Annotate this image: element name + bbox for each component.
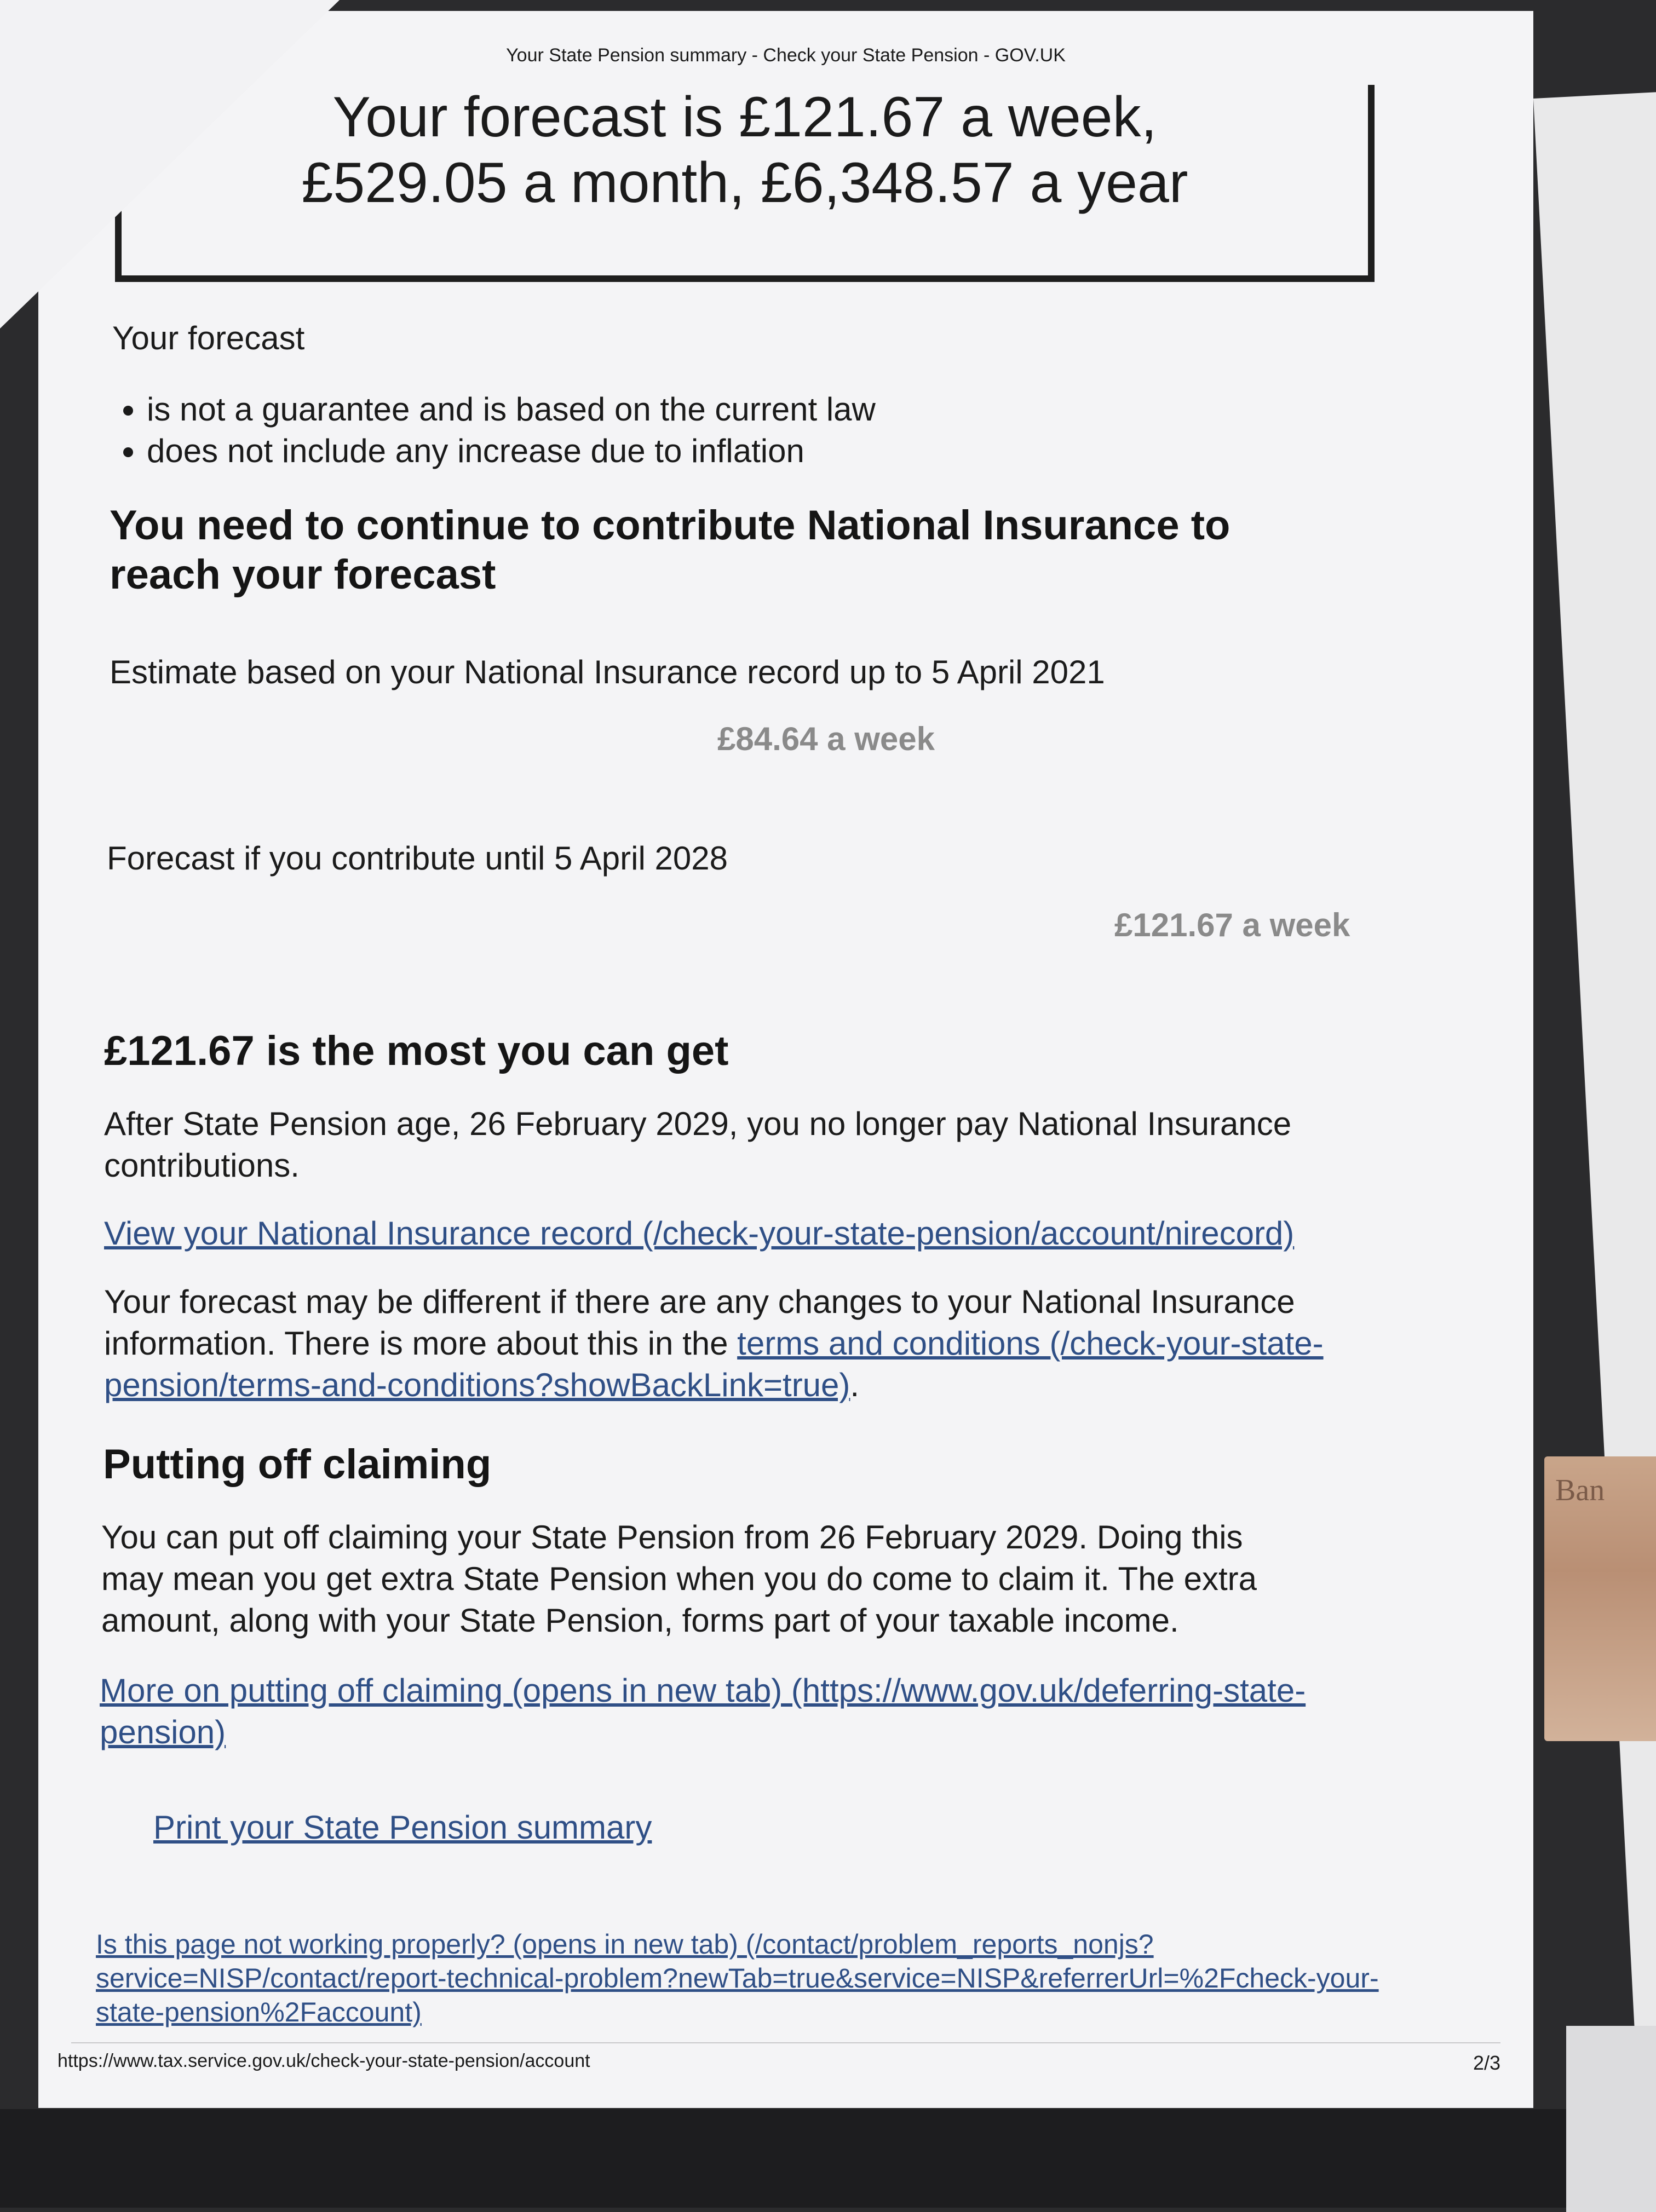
terms-and-conditions-link[interactable]: terms and conditions (/check-your-state- [737,1325,1324,1362]
state-pension-age-text [104,1103,1291,1186]
background-paper [1533,91,1656,2122]
banknote-text: Ban [1555,1473,1605,1507]
most-you-can-get-heading: £121.67 is the most you can get [104,1028,729,1074]
footer-url: https://www.tax.service.gov.uk/check-your-state-pension/account [58,2050,590,2071]
list-item: • is not a guarantee and is based on the current law [147,389,876,430]
deferring-state-pension-link[interactable]: More on putting off claiming (opens in new tab) (https://www.gov.uk/deferring-state- [100,1672,1306,1709]
printed-page [38,11,1533,2108]
report-problem-link[interactable]: Is this page not working properly? (opens in new tab) (/contact/problem_reports_nonjs? [96,1929,1154,1960]
footer-divider [71,2042,1500,2043]
putting-off-claiming-heading: Putting off claiming [103,1441,492,1488]
background-paper-lower [1566,2026,1656,2212]
table-surface [0,2109,1566,2208]
forecast-changes-text [104,1281,1324,1406]
forecast-until-label: Forecast if you contribute until 5 April 2028 [107,840,728,877]
state-pension-age-line1: After State Pension age, 26 February 2029, you no longer pay National Insurance [104,1105,1292,1142]
forecast-changes-line1: Your forecast may be different if there are any changes to your National Insurance [104,1283,1295,1320]
contribute-heading-line2: reach your forecast [110,551,496,598]
list-item: • does not include any increase due to inflation [147,430,876,472]
page-header-title: Your State Pension summary - Check your State Pension - GOV.UK [506,45,1066,66]
forecast-label: Your forecast [112,320,305,356]
contribute-heading [110,501,1230,600]
estimate-label: Estimate based on your National Insurance record up to 5 April 2021 [110,654,1105,690]
deferring-link-paragraph [100,1670,1306,1753]
putting-off-line3: amount, along with your State Pension, forms part of your taxable income. [101,1602,1179,1639]
print-summary-paragraph [153,1807,652,1848]
terms-and-conditions-link-continued[interactable]: pension/terms-and-conditions?showBackLink=true) [104,1367,850,1403]
report-problem-link-line3[interactable]: state-pension%2Faccount) [96,1997,422,2027]
forecast-summary-box [115,85,1375,282]
putting-off-claiming-text [101,1517,1257,1641]
forecast-monthly-yearly: £529.05 a month, £6,348.57 a year [301,151,1188,215]
putting-off-line2: may mean you get extra State Pension when you do come to claim it. The extra [101,1560,1257,1597]
print-summary-link[interactable]: Print your State Pension summary [153,1809,652,1846]
state-pension-age-line2: contributions. [104,1147,300,1184]
forecast-weekly: Your forecast is £121.67 a week, [332,85,1157,149]
deferring-state-pension-link-continued[interactable]: pension) [100,1714,226,1750]
report-problem-link-line2[interactable]: service=NISP/contact/report-technical-problem?newTab=true&service=NISP&referrerUrl=%2Fcheck-your- [96,1963,1379,1994]
forecast-changes-line2-prefix: information. There is more about this in the [104,1325,738,1362]
contribute-heading-line1: You need to continue to contribute National Insurance to [110,502,1231,549]
report-problem-paragraph [96,1927,1379,2029]
forecast-until-amount: £121.67 a week [1114,907,1350,943]
ni-record-link[interactable]: View your National Insurance record (/check-your-state-pension/account/nirecord) [104,1215,1295,1252]
estimate-amount: £84.64 a week [717,721,935,757]
ni-record-paragraph [104,1213,1294,1254]
forecast-changes-period: . [850,1367,860,1403]
page-number: 2/3 [1473,2052,1500,2074]
forecast-bullet-list [110,389,876,472]
putting-off-line1: You can put off claiming your State Pension from 26 February 2029. Doing this [101,1519,1243,1556]
